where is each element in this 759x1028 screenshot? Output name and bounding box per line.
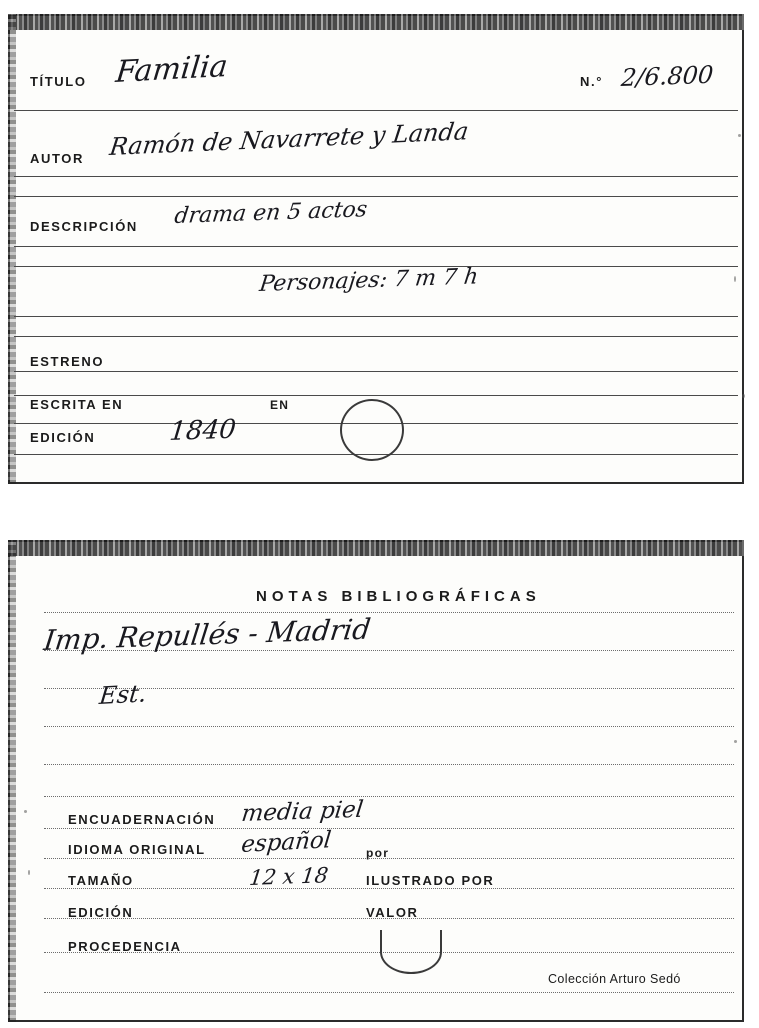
field-label-descripcion: DESCRIPCIÓN (30, 219, 138, 234)
field-label-edicion: EDICIÓN (68, 905, 134, 920)
scan-edge-left (8, 14, 16, 484)
pencil-circle-mark (340, 399, 404, 461)
handwritten-number: 2/6.800 (620, 60, 715, 92)
field-label-estreno: ESTRENO (30, 354, 105, 369)
pencil-circle-mark (380, 930, 442, 974)
scan-speck (28, 870, 30, 875)
handwritten-characters: Personajes: 7 m 7 h (258, 264, 480, 297)
field-label-idioma-original: IDIOMA ORIGINAL (68, 842, 206, 857)
field-label-tamano: TAMAÑO (68, 873, 134, 888)
handwritten-edition-year: 1840 (168, 414, 238, 447)
rule-line (14, 395, 738, 396)
scan-edge-top (8, 540, 744, 556)
field-label-por: por (366, 846, 390, 860)
handwritten-description: drama en 5 actos (173, 197, 369, 229)
rule-line (44, 688, 734, 689)
rule-line (14, 316, 738, 317)
catalog-card-back (8, 540, 744, 1022)
rule-line (14, 336, 738, 337)
rule-line (14, 246, 738, 247)
rule-line (14, 196, 738, 197)
handwritten-title: Familia (114, 48, 230, 90)
handwritten-author: Ramón de Navarrete y Landa (108, 117, 471, 161)
field-label-valor: VALOR (366, 905, 419, 920)
rule-line (14, 176, 738, 177)
card-separator (0, 490, 759, 526)
scan-speck (734, 740, 737, 743)
rule-line (44, 764, 734, 765)
field-label-procedencia: PROCEDENCIA (68, 939, 182, 954)
rule-line (44, 992, 734, 993)
rule-line (14, 371, 738, 372)
handwritten-note-secondary: Est. (98, 679, 149, 710)
collection-credit: Colección Arturo Sedó (548, 972, 681, 986)
rule-line (44, 888, 734, 889)
scan-edge-left (8, 540, 16, 1022)
field-label-en: EN (270, 398, 290, 412)
scan-speck (24, 810, 27, 813)
field-label-numero: N.° (580, 74, 603, 89)
field-label-autor: AUTOR (30, 151, 84, 166)
rule-line (44, 796, 734, 797)
handwritten-tamano: 12 x 18 (248, 863, 330, 890)
scan-speck (734, 276, 736, 282)
scan-speck (742, 394, 745, 398)
handwritten-note-printer: Imp. Repullés - Madrid (42, 612, 373, 657)
field-label-titulo: TÍTULO (30, 74, 87, 89)
scan-speck (738, 134, 741, 137)
rule-line (44, 828, 734, 829)
field-label-ilustrado-por: ILUSTRADO POR (366, 873, 495, 888)
handwritten-encuadernacion: media piel (240, 796, 365, 827)
field-label-escrita-en: ESCRITA EN (30, 397, 124, 412)
field-label-encuadernacion: ENCUADERNACIÓN (68, 812, 216, 827)
scan-edge-top (8, 14, 744, 30)
rule-line (44, 612, 734, 613)
section-heading-notas-bibliograficas: NOTAS BIBLIOGRÁFICAS (256, 588, 541, 605)
catalog-card-front (8, 14, 744, 484)
field-label-edicion: EDICIÓN (30, 430, 96, 445)
rule-line (14, 110, 738, 111)
rule-line (44, 726, 734, 727)
handwritten-idioma: español (240, 827, 333, 858)
